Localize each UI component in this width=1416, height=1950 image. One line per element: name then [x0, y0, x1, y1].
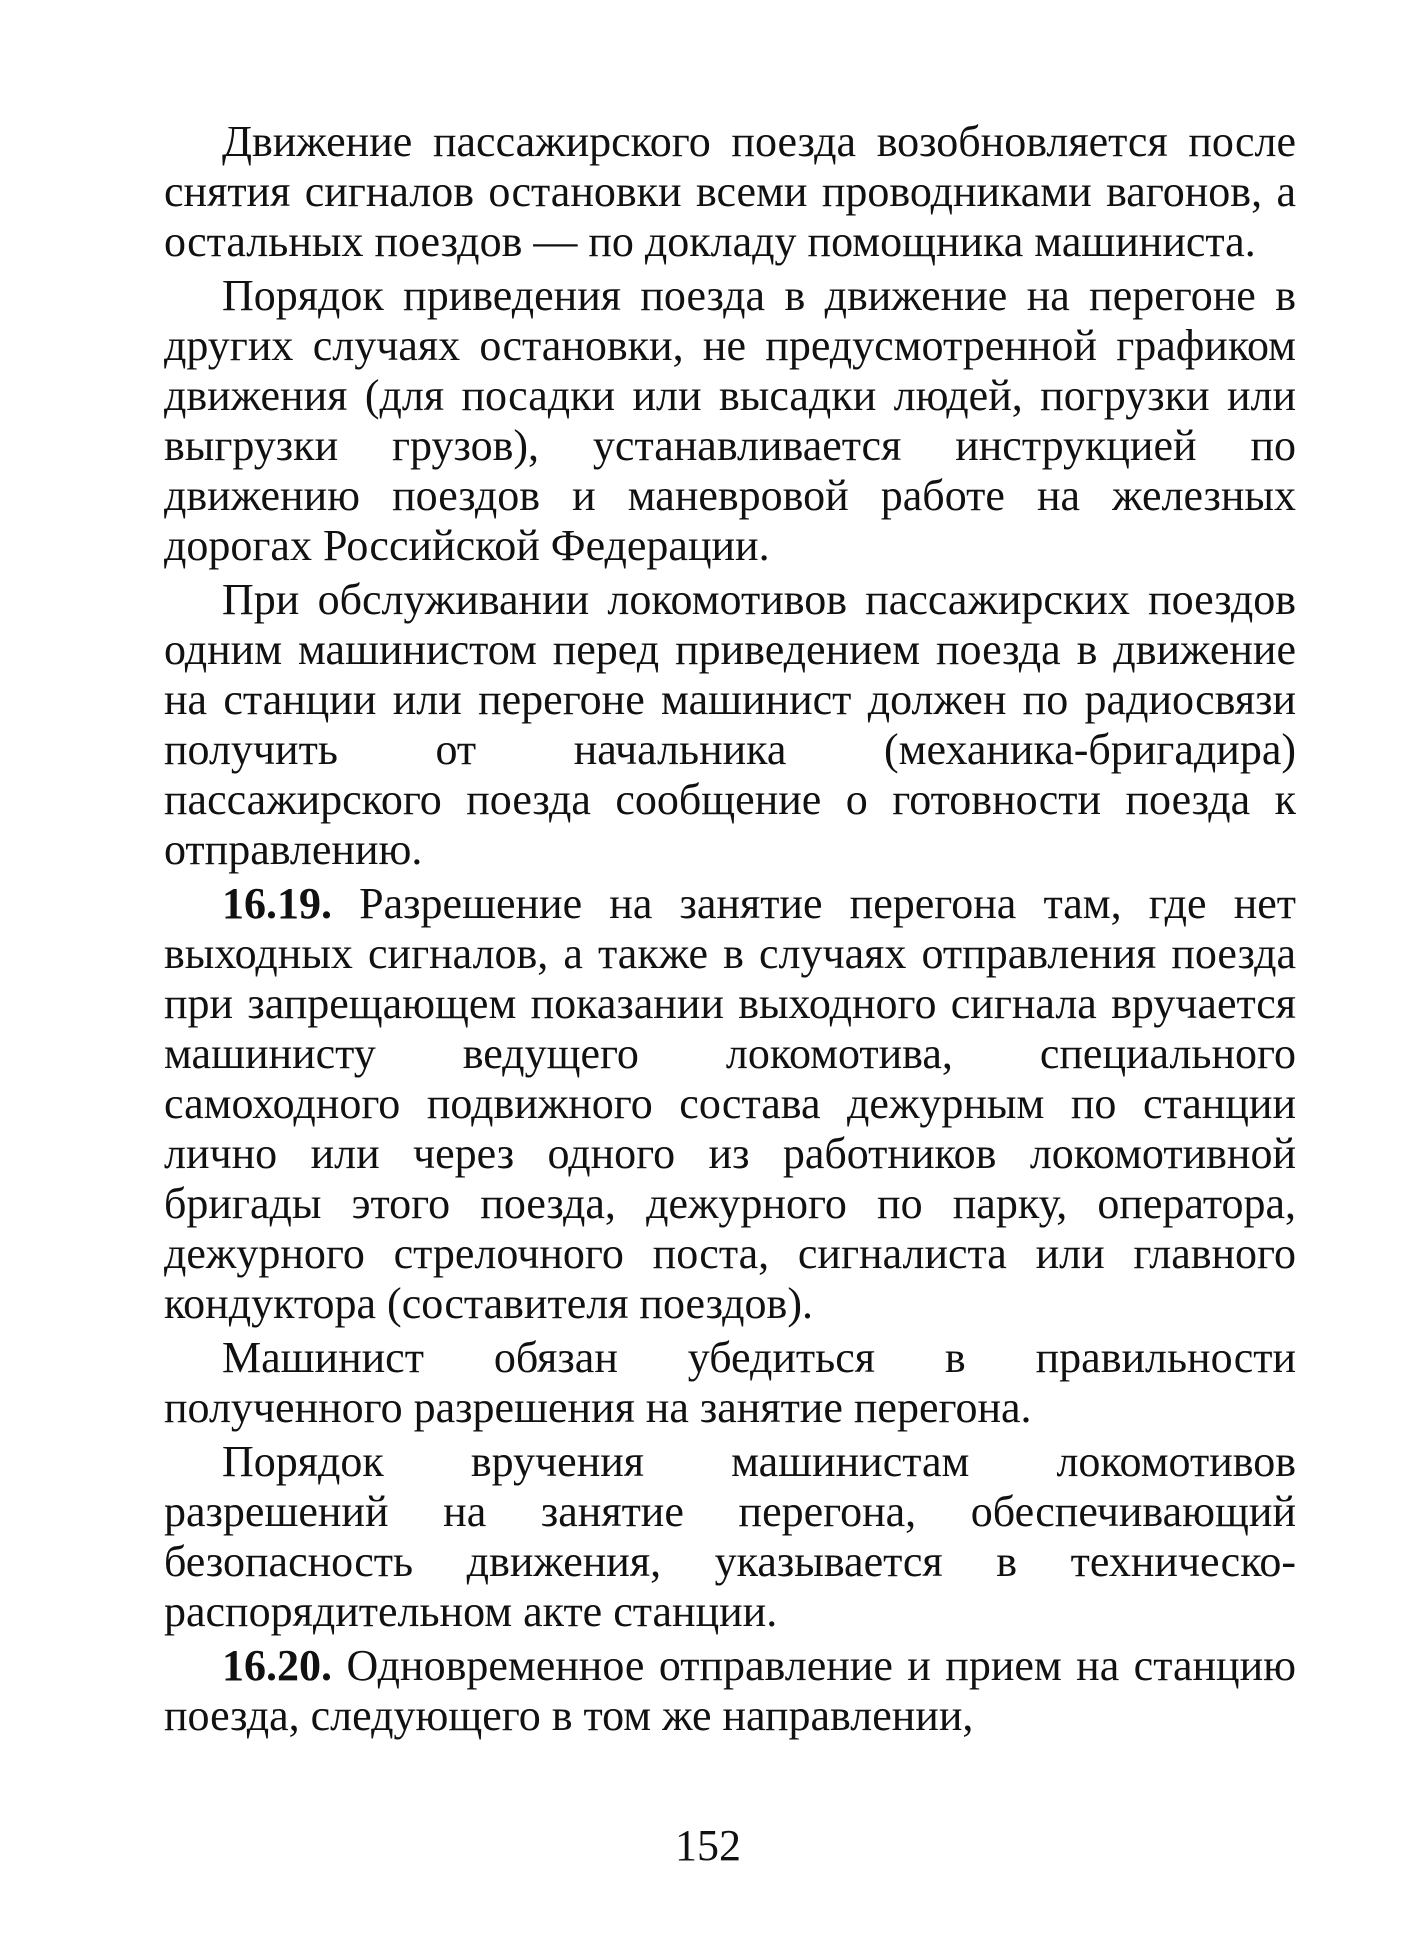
paragraph-text: При обслуживании локомотивов пассажирских поездов одним машинистом перед приведением поезда в движение на станции или перегоне машинист должен по радиосвязи получить от начальника (механика-бригадира) пассажирского поезда сообщение о готовности поезда к отправлению. [164, 575, 1296, 874]
clause-number: 16.20. [222, 1641, 332, 1690]
paragraph-6 [164, 1437, 1296, 1637]
page-body [164, 117, 1296, 1741]
paragraph-clause-16-20 [164, 1641, 1296, 1741]
paragraph-text: Разрешение на занятие перегона там, где нет выходных сигналов, а также в случаях отправления поезда при запрещающем показании выходного сигнала вручается машинисту ведущего локомотива, специального самоходного подвижного состава дежурным по станции лично или через одного из работников локомотивной бригады этого поезда, дежурного по парку, оператора, дежурного стрелочного поста, сигналиста или главного кондуктора (составителя поездов). [164, 879, 1297, 1328]
paragraph-text: Машинист обязан убедиться в правильности полученного разрешения на занятие перегона. [164, 1333, 1296, 1432]
paragraph-2 [164, 271, 1296, 571]
paragraph-text: Одновременное отправление и прием на станцию поезда, следующего в том же направлении, [164, 1641, 1297, 1740]
paragraph-text: Порядок вручения машинистам локомотивов разрешений на занятие перегона, обеспечивающий безопасность движения, указывается в техническо-распорядительном акте станции. [164, 1437, 1296, 1636]
page-number: 152 [675, 1821, 741, 1870]
paragraph-5 [164, 1333, 1296, 1433]
paragraph-3 [164, 575, 1296, 875]
paragraph-clause-16-19 [164, 879, 1296, 1329]
paragraph-text: Порядок приведения поезда в движение на перегоне в других случаях остановки, не предусмотренной графиком движения (для посадки или высадки людей, погрузки или выгрузки грузов), устанавливается инструкцией по движению поездов и маневровой работе на железных дорогах Российской Федерации. [164, 271, 1296, 570]
paragraph-1 [164, 117, 1296, 267]
paragraph-text: Движение пассажирского поезда возобновляется после снятия сигналов остановки всеми проводниками вагонов, а остальных поездов — по докладу помощника машиниста. [164, 117, 1296, 266]
clause-number: 16.19. [222, 879, 332, 928]
